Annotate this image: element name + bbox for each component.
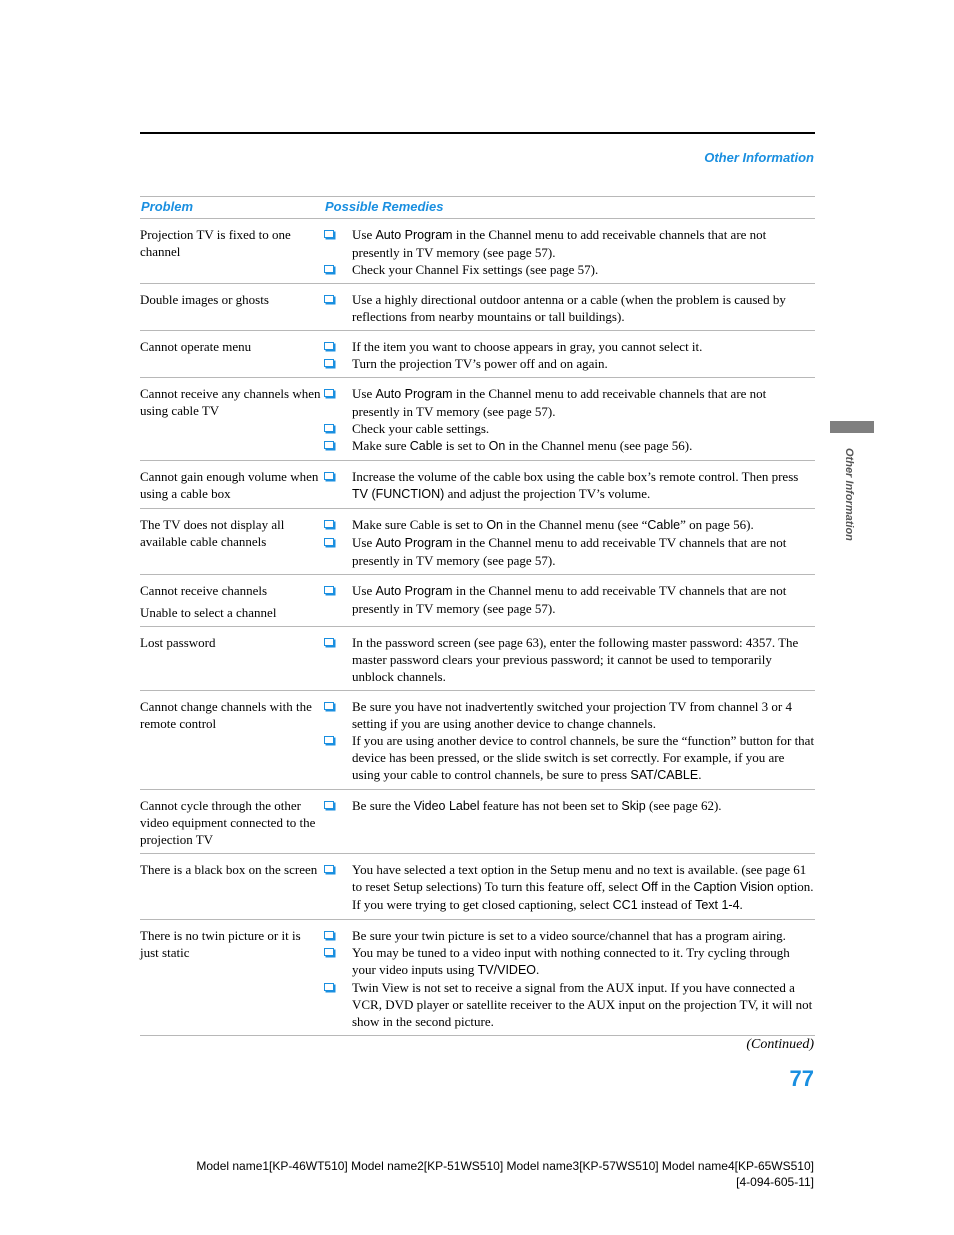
- remedy-segment: is set to: [442, 438, 489, 453]
- remedy-item: [324, 516, 815, 534]
- remedy-text: [352, 355, 815, 372]
- remedy-segment: option. If you were trying to get closed captioning, select: [352, 879, 814, 912]
- remedy-segment: Use a highly directional outdoor antenna or a cable (when the problem is caused by reflections from nearby mountains or tall buildings).: [352, 292, 786, 324]
- problem-cell: [140, 284, 324, 331]
- table-row: [140, 378, 815, 461]
- section-header: Other Information: [704, 150, 814, 165]
- remedy-text: [352, 944, 815, 979]
- checkbox-bullet-icon: [324, 983, 334, 991]
- remedy-segment: If the item you want to choose appears in gray, you cannot select it.: [352, 339, 703, 354]
- menu-term: TV/VIDEO: [477, 963, 537, 977]
- table-row: [140, 284, 815, 331]
- menu-term: Text 1-4: [695, 898, 740, 912]
- remedy-segment: You have selected a text option in the Setup menu and no text is available. (see page 61 to reset Setup selections) To turn this feature off, select: [352, 862, 807, 894]
- table-row: [140, 854, 815, 920]
- checkbox-bullet-icon: [324, 520, 334, 528]
- remedy-item: [324, 698, 815, 732]
- remedy-item: [324, 732, 815, 784]
- remedy-text: [352, 534, 815, 569]
- checkbox-bullet-icon: [324, 359, 334, 367]
- remedy-segment: in the Channel menu to add receivable channels that are not presently in TV memory (see page 57).: [352, 227, 767, 260]
- menu-term: Off: [641, 880, 658, 894]
- checkbox-bullet-icon: [324, 702, 334, 710]
- remedies-cell: [324, 284, 815, 331]
- checkbox-bullet-icon: [324, 472, 334, 480]
- remedy-item: [324, 979, 815, 1030]
- remedies-cell: [324, 575, 815, 627]
- remedy-item: [324, 582, 815, 617]
- remedies-cell: [324, 920, 815, 1036]
- table-row: [140, 219, 815, 284]
- side-tab-marker: [830, 421, 874, 433]
- problem-cell: [140, 790, 324, 854]
- checkbox-bullet-icon: [324, 586, 334, 594]
- remedy-text: [352, 861, 815, 914]
- remedies-cell: [324, 331, 815, 378]
- remedy-item: [324, 634, 815, 685]
- remedy-text: [352, 291, 815, 325]
- remedies-cell: [324, 219, 815, 284]
- menu-term: SAT/CABLE: [630, 768, 699, 782]
- remedy-item: [324, 861, 815, 914]
- checkbox-bullet-icon: [324, 801, 334, 809]
- problem-text: Cannot change channels with the remote control: [140, 699, 312, 731]
- side-section-label: Other Information: [843, 448, 855, 541]
- remedy-text: [352, 385, 815, 420]
- remedies-cell: [324, 627, 815, 691]
- checkbox-bullet-icon: [324, 638, 334, 646]
- menu-term: Skip: [621, 799, 646, 813]
- footer-models: Model name1[KP-46WT510] Model name2[KP-51WS510] Model name3[KP-57WS510] Model name4[KP-65WS510]: [196, 1159, 814, 1173]
- menu-term: Auto Program: [375, 584, 453, 598]
- remedy-text: [352, 927, 815, 944]
- remedy-text: [352, 979, 815, 1030]
- remedy-item: [324, 385, 815, 420]
- remedy-segment: Use: [352, 583, 376, 598]
- problem-text: The TV does not display all available cable channels: [140, 517, 285, 549]
- remedies-cell: [324, 854, 815, 920]
- problem-text: Cannot cycle through the other video equipment connected to the projection TV: [140, 798, 316, 847]
- remedy-text: [352, 634, 815, 685]
- remedy-segment: (see page 62).: [645, 798, 722, 813]
- problem-cell: [140, 509, 324, 575]
- menu-term: CC1: [612, 898, 638, 912]
- remedy-segment: Use: [352, 386, 376, 401]
- remedy-segment: Use: [352, 227, 376, 242]
- remedy-item: [324, 797, 815, 815]
- remedy-segment: feature has not been set to: [479, 798, 622, 813]
- remedy-text: [352, 420, 815, 437]
- remedies-cell: [324, 461, 815, 509]
- problem-text: Projection TV is fixed to one channel: [140, 227, 291, 259]
- table-row: [140, 575, 815, 627]
- remedy-segment: instead of: [637, 897, 696, 912]
- column-header-problem: Problem: [140, 197, 324, 219]
- problem-cell: [140, 691, 324, 790]
- menu-term: On: [488, 439, 506, 453]
- remedy-segment: Twin View is not set to receive a signal from the AUX input. If you have connected a VCR, DVD player or satellite receiver to the AUX input on the projection TV, it will not show in the second picture.: [352, 980, 813, 1029]
- remedy-segment: Check your Channel Fix settings (see page 57).: [352, 262, 599, 277]
- checkbox-bullet-icon: [324, 342, 334, 350]
- remedy-segment: ” on page 56).: [680, 517, 754, 532]
- table-row: [140, 461, 815, 509]
- remedy-item: [324, 420, 815, 437]
- top-rule: [140, 132, 815, 134]
- remedy-item: [324, 534, 815, 569]
- menu-term: Cable: [647, 518, 681, 532]
- table-row: [140, 790, 815, 854]
- menu-term: TV (FUNCTION): [352, 487, 445, 501]
- checkbox-bullet-icon: [324, 538, 334, 546]
- footer-doc-code: [4-094-605-11]: [736, 1175, 814, 1189]
- remedy-segment: and adjust the projection TV’s volume.: [444, 486, 651, 501]
- remedy-item: [324, 261, 815, 278]
- remedies-cell: [324, 378, 815, 461]
- problem-text: Cannot gain enough volume when using a cable box: [140, 469, 319, 501]
- page-number: 77: [789, 1066, 814, 1091]
- remedy-text: [352, 338, 815, 355]
- table-header-row: [140, 197, 815, 219]
- table-row: [140, 691, 815, 790]
- problem-cell: [140, 854, 324, 920]
- table-body: [140, 219, 815, 1036]
- menu-term: Auto Program: [375, 387, 453, 401]
- remedy-text: [352, 516, 815, 534]
- remedy-segment: Make sure: [352, 438, 410, 453]
- menu-term: Cable: [409, 439, 443, 453]
- table-row: [140, 920, 815, 1036]
- checkbox-bullet-icon: [324, 931, 334, 939]
- problem-text: Cannot operate menu: [140, 339, 252, 354]
- remedy-segment: Be sure the: [352, 798, 414, 813]
- remedy-segment: .: [698, 767, 702, 782]
- remedy-segment: in the Channel menu to add receivable TV channels that are not presently in TV memory (see page 57).: [352, 535, 787, 568]
- problem-text: Double images or ghosts: [140, 292, 269, 307]
- problem-cell: [140, 627, 324, 691]
- problem-cell: [140, 331, 324, 378]
- footer: [196, 1158, 814, 1190]
- table-row: [140, 627, 815, 691]
- menu-term: Caption Vision: [693, 880, 774, 894]
- remedy-segment: .: [536, 962, 540, 977]
- remedy-segment: Check your cable settings.: [352, 421, 490, 436]
- remedy-text: [352, 698, 815, 732]
- problem-cell: [140, 378, 324, 461]
- checkbox-bullet-icon: [324, 424, 334, 432]
- remedy-segment: You may be tuned to a video input with nothing connected to it. Try cycling through your video inputs using: [352, 945, 790, 977]
- remedy-item: [324, 338, 815, 355]
- remedy-text: [352, 226, 815, 261]
- problem-cell: [140, 461, 324, 509]
- remedy-item: [324, 944, 815, 979]
- problem-cell: [140, 575, 324, 627]
- troubleshooting-table: [140, 196, 815, 1036]
- remedies-cell: [324, 509, 815, 575]
- remedies-cell: [324, 790, 815, 854]
- problem-text: Cannot receive channels: [140, 583, 268, 598]
- remedy-item: [324, 291, 815, 325]
- remedy-segment: in the: [657, 879, 694, 894]
- remedy-text: [352, 468, 815, 503]
- menu-term: On: [486, 518, 503, 532]
- remedy-text: [352, 582, 815, 617]
- remedy-item: [324, 927, 815, 944]
- remedy-segment: in the Channel menu to add receivable TV channels that are not presently in TV memory (see page 57).: [352, 583, 787, 616]
- table-row: [140, 331, 815, 378]
- remedy-item: [324, 355, 815, 372]
- remedies-cell: [324, 691, 815, 790]
- remedy-item: [324, 226, 815, 261]
- continued-note: (Continued): [746, 1037, 814, 1052]
- menu-term: Auto Program: [375, 536, 453, 550]
- remedy-segment: Be sure you have not inadvertently switched your projection TV from channel 3 or 4 setting if you are using another device to change channels.: [352, 699, 792, 731]
- checkbox-bullet-icon: [324, 441, 334, 449]
- remedy-segment: Make sure Cable is set to: [352, 517, 487, 532]
- remedy-text: [352, 732, 815, 784]
- remedy-segment: Turn the projection TV’s power off and on again.: [352, 356, 608, 371]
- checkbox-bullet-icon: [324, 295, 334, 303]
- column-header-remedies: Possible Remedies: [324, 197, 815, 219]
- remedy-item: [324, 468, 815, 503]
- checkbox-bullet-icon: [324, 230, 334, 238]
- remedy-segment: in the Channel menu (see “: [503, 517, 648, 532]
- problem-text: There is no twin picture or it is just static: [140, 928, 301, 960]
- remedy-segment: Use: [352, 535, 376, 550]
- problem-text: Unable to select a channel: [140, 605, 277, 620]
- problem-cell: [140, 219, 324, 284]
- problem-text: Lost password: [140, 635, 216, 650]
- checkbox-bullet-icon: [324, 389, 334, 397]
- remedy-segment: .: [739, 897, 743, 912]
- remedy-segment: Be sure your twin picture is set to a video source/channel that has a program airing.: [352, 928, 786, 943]
- checkbox-bullet-icon: [324, 948, 334, 956]
- menu-term: Video Label: [413, 799, 480, 813]
- remedy-segment: in the Channel menu (see page 56).: [505, 438, 693, 453]
- remedy-segment: In the password screen (see page 63), enter the following master password: 4357. The master password clears your previous password; it cannot be used to temporarily unblock channels.: [352, 635, 799, 684]
- problem-cell: [140, 920, 324, 1036]
- problem-text: There is a black box on the screen: [140, 862, 318, 877]
- remedy-item: [324, 437, 815, 455]
- problem-text: Cannot receive any channels when using cable TV: [140, 386, 321, 418]
- checkbox-bullet-icon: [324, 865, 334, 873]
- remedy-text: [352, 797, 815, 815]
- remedy-segment: Increase the volume of the cable box using the cable box’s remote control. Then press: [352, 469, 799, 484]
- table-row: [140, 509, 815, 575]
- remedy-segment: in the Channel menu to add receivable channels that are not presently in TV memory (see page 57).: [352, 386, 767, 419]
- remedy-text: [352, 261, 815, 278]
- checkbox-bullet-icon: [324, 736, 334, 744]
- remedy-segment: If you are using another device to control channels, be sure the “function” button for that device has been pressed, or the slide switch is set correctly. For example, if you are using your cable to control channels, be sure to press: [352, 733, 815, 782]
- checkbox-bullet-icon: [324, 265, 334, 273]
- menu-term: Auto Program: [375, 228, 453, 242]
- remedy-text: [352, 437, 815, 455]
